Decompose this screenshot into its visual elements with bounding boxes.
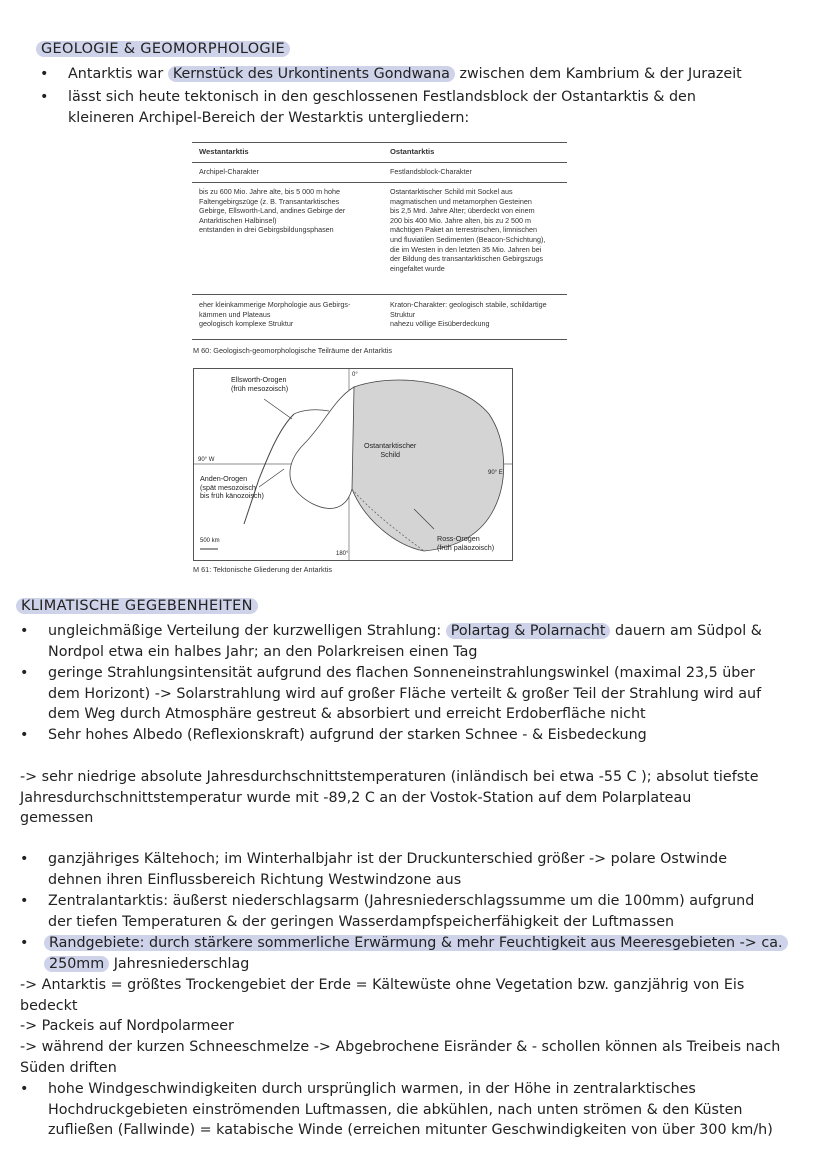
- highlight-segment: Polartag & Polarnacht: [446, 623, 611, 639]
- text-line: Zentralantarktis: äußerst niederschlagsarm (Jahresniederschlagssumme um die 100mm) aufgrund: [48, 893, 755, 909]
- text-line: magmatischen und metamorphen Gesteinen: [390, 196, 532, 206]
- antarctica-map: [193, 368, 513, 561]
- text-line: der Bildung des transantarktischen Gebirgszugs: [390, 254, 544, 264]
- text-line: Struktur: [390, 309, 416, 319]
- bullet-randgebiete: [20, 933, 825, 975]
- text-line: 200 bis 400 Mio. Jahre alten, bis zu 2 500 m: [390, 215, 532, 225]
- text-line: hohe Windgeschwindigkeiten durch ursprünglich warmen, in der Höhe in zentralarktisches: [48, 1081, 696, 1097]
- text-line: die im Westen in den letzten 35 Mio. Jahren bei: [390, 244, 542, 254]
- bullet-text: [68, 87, 696, 128]
- highlight-segment: 250mm: [44, 956, 109, 972]
- bullet-dot: •: [40, 89, 49, 105]
- bullet-intensitaet: [20, 663, 820, 725]
- table-cell-multiline: [390, 300, 547, 329]
- text-line: der tiefen Temperaturen & der geringen Wasserdampfspeicherfähigkeit der Luftmassen: [48, 913, 675, 930]
- map-scale-label: 500 km: [200, 538, 220, 544]
- text-line: -> sehr niedrige absolute Jahresdurchschnittstemperaturen (inländisch bei etwa -55 C ); absolut tiefste: [20, 769, 759, 785]
- text-line: (früh paläozoisch): [437, 542, 495, 552]
- map-label-ross: [437, 535, 494, 552]
- text-line: Ostantarktischer Schild mit Sockel aus: [390, 187, 513, 196]
- text-line: -> Antarktis = größtes Trockengebiet der Erde = Kältewüste ohne Vegetation bzw. ganzjährig von Eis: [20, 977, 745, 993]
- bullet-dot: •: [20, 727, 29, 743]
- text-line: (früh mesozoisch): [231, 383, 289, 393]
- map-label-90w: 90° W: [198, 457, 215, 463]
- text-line: dem Weg durch Atmosphäre gestreut & absorbiert und erreicht Erdoberfläche nicht: [48, 706, 646, 722]
- text-line: Ostantarktischer: [364, 441, 417, 450]
- paragraph-schneeschmelze: [20, 1037, 780, 1078]
- heading-highlight: GEOLOGIE & GEOMORPHOLOGIE: [36, 41, 290, 57]
- text-line: lässt sich heute tektonisch in den geschlossenen Festlandsblock der Ostantarktis & den: [68, 89, 696, 105]
- table-rule: [192, 162, 567, 163]
- text-line: nahezu völlige Eisüberdeckung: [390, 319, 490, 329]
- bullet-dot: •: [40, 66, 49, 82]
- text-segment: Antarktis war: [68, 66, 168, 82]
- bullet-fallwinde: [20, 1079, 820, 1141]
- bullet-zentralantarktis: [20, 891, 820, 933]
- bullet-text: [44, 933, 788, 974]
- map-label-shield: [364, 442, 416, 459]
- paragraph-packeis: -> Packeis auf Nordpolarmeer: [20, 1018, 234, 1034]
- table-cell-multiline: [199, 187, 345, 235]
- text-segment: ungleichmäßige Verteilung der kurzwelligen Strahlung:: [48, 623, 446, 639]
- bullet-dot: •: [20, 851, 29, 867]
- text-line: Jahresdurchschnittstemperatur wurde mit -89,2 C an der Vostok-Station auf dem Polarplateau: [20, 789, 692, 806]
- table-rule: [192, 339, 567, 340]
- text-line: bedeckt: [20, 997, 78, 1014]
- text-line: bis 2,5 Mrd. Jahre Alter; überdeckt von einem: [390, 206, 535, 216]
- highlight-segment: Kernstück des Urkontinents Gondwana: [168, 66, 455, 82]
- text-line: entstanden in drei Gebirgsbildungsphasen: [199, 225, 334, 235]
- table-cell-multiline: [390, 187, 545, 273]
- map-label-0: 0°: [352, 372, 358, 378]
- text-line: geologisch komplexe Struktur: [199, 319, 294, 329]
- text-line: Hochdruckgebieten einströmenden Luftmassen, die abkühlen, nach unten strömen & den Küsten: [48, 1101, 743, 1118]
- text-line: Nordpol etwa ein halbes Jahr; an den Polarkreisen einen Tag: [48, 643, 478, 660]
- text-segment: zwischen dem Kambrium & der Jurazeit: [454, 66, 742, 82]
- bullet-dot: •: [20, 893, 29, 909]
- bullet-text: [48, 621, 762, 662]
- bullet-dot: •: [20, 623, 29, 639]
- text-line: Süden driften: [20, 1059, 117, 1076]
- highlight-segment: Randgebiete: durch stärkere sommerliche Erwärmung & mehr Feuchtigkeit aus Meeresgebieten -> ca.: [44, 935, 788, 951]
- text-line: eher kleinkammerige Morphologie aus Gebirgs-: [199, 300, 351, 309]
- bullet-text: [48, 891, 754, 932]
- antarctica-map-drawing: [194, 369, 512, 560]
- text-line: Schild: [380, 449, 400, 459]
- text-segment: Jahresniederschlag: [109, 955, 250, 972]
- paragraph-temperaturen: [20, 767, 759, 829]
- map-label-90e: 90° E: [488, 470, 503, 476]
- map-label-anden: [200, 475, 264, 501]
- bullet-dot: •: [20, 935, 29, 951]
- text-line: -> während der kurzen Schneeschmelze -> Abgebrochene Eisränder & - schollen können als Treibeis nach: [20, 1039, 781, 1055]
- text-line: gemessen: [20, 810, 94, 826]
- table-rule: [192, 182, 567, 183]
- text-line: mächtigen Paket an terrestrischen, limnischen: [390, 225, 538, 235]
- text-line: dem Horizont) -> Solarstrahlung wird auf großer Fläche verteilt & großer Teil der Strahlung wird auf: [48, 685, 762, 702]
- section-heading-geologie: [36, 41, 290, 57]
- bullet-dot: •: [20, 665, 29, 681]
- map-label-180: 180°: [336, 551, 349, 557]
- bullet-albedo: [20, 725, 820, 746]
- text-line: Faltengebirgszüge (z. B. Transantarktisches: [199, 196, 340, 206]
- text-line: und fluviatilen Sedimenten (Beacon-Schichtung),: [390, 234, 546, 244]
- table-header-west: Westantarktis: [199, 147, 249, 156]
- map-caption: M 61: Tektonische Gliederung der Antarktis: [193, 565, 332, 574]
- bullet-text: Sehr hohes Albedo (Reflexionskraft) aufgrund der starken Schnee - & Eisbedeckung: [48, 727, 647, 743]
- bullet-text: [48, 849, 727, 890]
- text-line: bis zu 600 Mio. Jahre alte, bis 5 000 m hohe: [199, 187, 341, 196]
- text-line: Gebirge, Ellsworth-Land, andines Gebirge der: [199, 206, 346, 216]
- bullet-dot: •: [20, 1081, 29, 1097]
- table-header-east: Ostantarktis: [390, 147, 435, 156]
- bullet-tektonik: [40, 87, 820, 131]
- table-caption: M 60: Geologisch-geomorphologische Teilräume der Antarktis: [193, 346, 393, 355]
- bullet-strahlung: [20, 621, 820, 663]
- text-line: kämmen und Plateaus: [199, 309, 271, 319]
- text-line: Ellsworth-Orogen: [231, 375, 287, 384]
- bullet-text: [68, 64, 742, 85]
- table-cell: Festlandsblock-Charakter: [390, 167, 472, 176]
- text-line: Ross-Orogen: [437, 534, 480, 543]
- bullet-kaeltehoch: [20, 849, 820, 891]
- text-line: (spät mesozoisch: [200, 482, 256, 492]
- text-line: eingefaltet wurde: [390, 263, 445, 273]
- table-cell: Archipel-Charakter: [199, 167, 259, 176]
- bullet-text: [48, 663, 761, 725]
- text-line: dehnen ihren Einflussbereich Richtung Westwindzone aus: [48, 871, 462, 888]
- table-cell-multiline: [199, 300, 350, 329]
- paragraph-trockengebiet: [20, 975, 744, 1016]
- text-line: bis früh känozoisch): [200, 491, 264, 501]
- text-line: Kraton-Charakter: geologisch stabile, schildartige: [390, 300, 547, 309]
- text-line: zufließen (Fallwinde) = katabische Winde (erreichen mitunter Geschwindigkeiten von über 300 km/h): [48, 1122, 773, 1138]
- heading-highlight: KLIMATISCHE GEGEBENHEITEN: [16, 598, 258, 614]
- table-rule: [192, 142, 567, 143]
- text-line: ganzjähriges Kältehoch; im Winterhalbjahr ist der Druckunterschied größer -> polare Ostwinde: [48, 851, 728, 867]
- text-line: Anden-Orogen: [200, 474, 248, 483]
- bullet-gondwana: [40, 64, 820, 86]
- table-rule: [192, 294, 567, 295]
- map-label-ellsworth: [231, 376, 288, 393]
- text-line: geringe Strahlungsintensität aufgrund des flachen Sonneneinstrahlungswinkel (maximal 23,5 über: [48, 665, 756, 681]
- text-line: Antarktischen Halbinsel): [199, 215, 277, 225]
- bullet-text: [48, 1079, 773, 1141]
- text-segment: dauern am Südpol &: [610, 623, 762, 639]
- section-heading-klima: [16, 598, 258, 614]
- text-line: kleineren Archipel-Bereich der Westarktis untergliedern:: [68, 109, 470, 126]
